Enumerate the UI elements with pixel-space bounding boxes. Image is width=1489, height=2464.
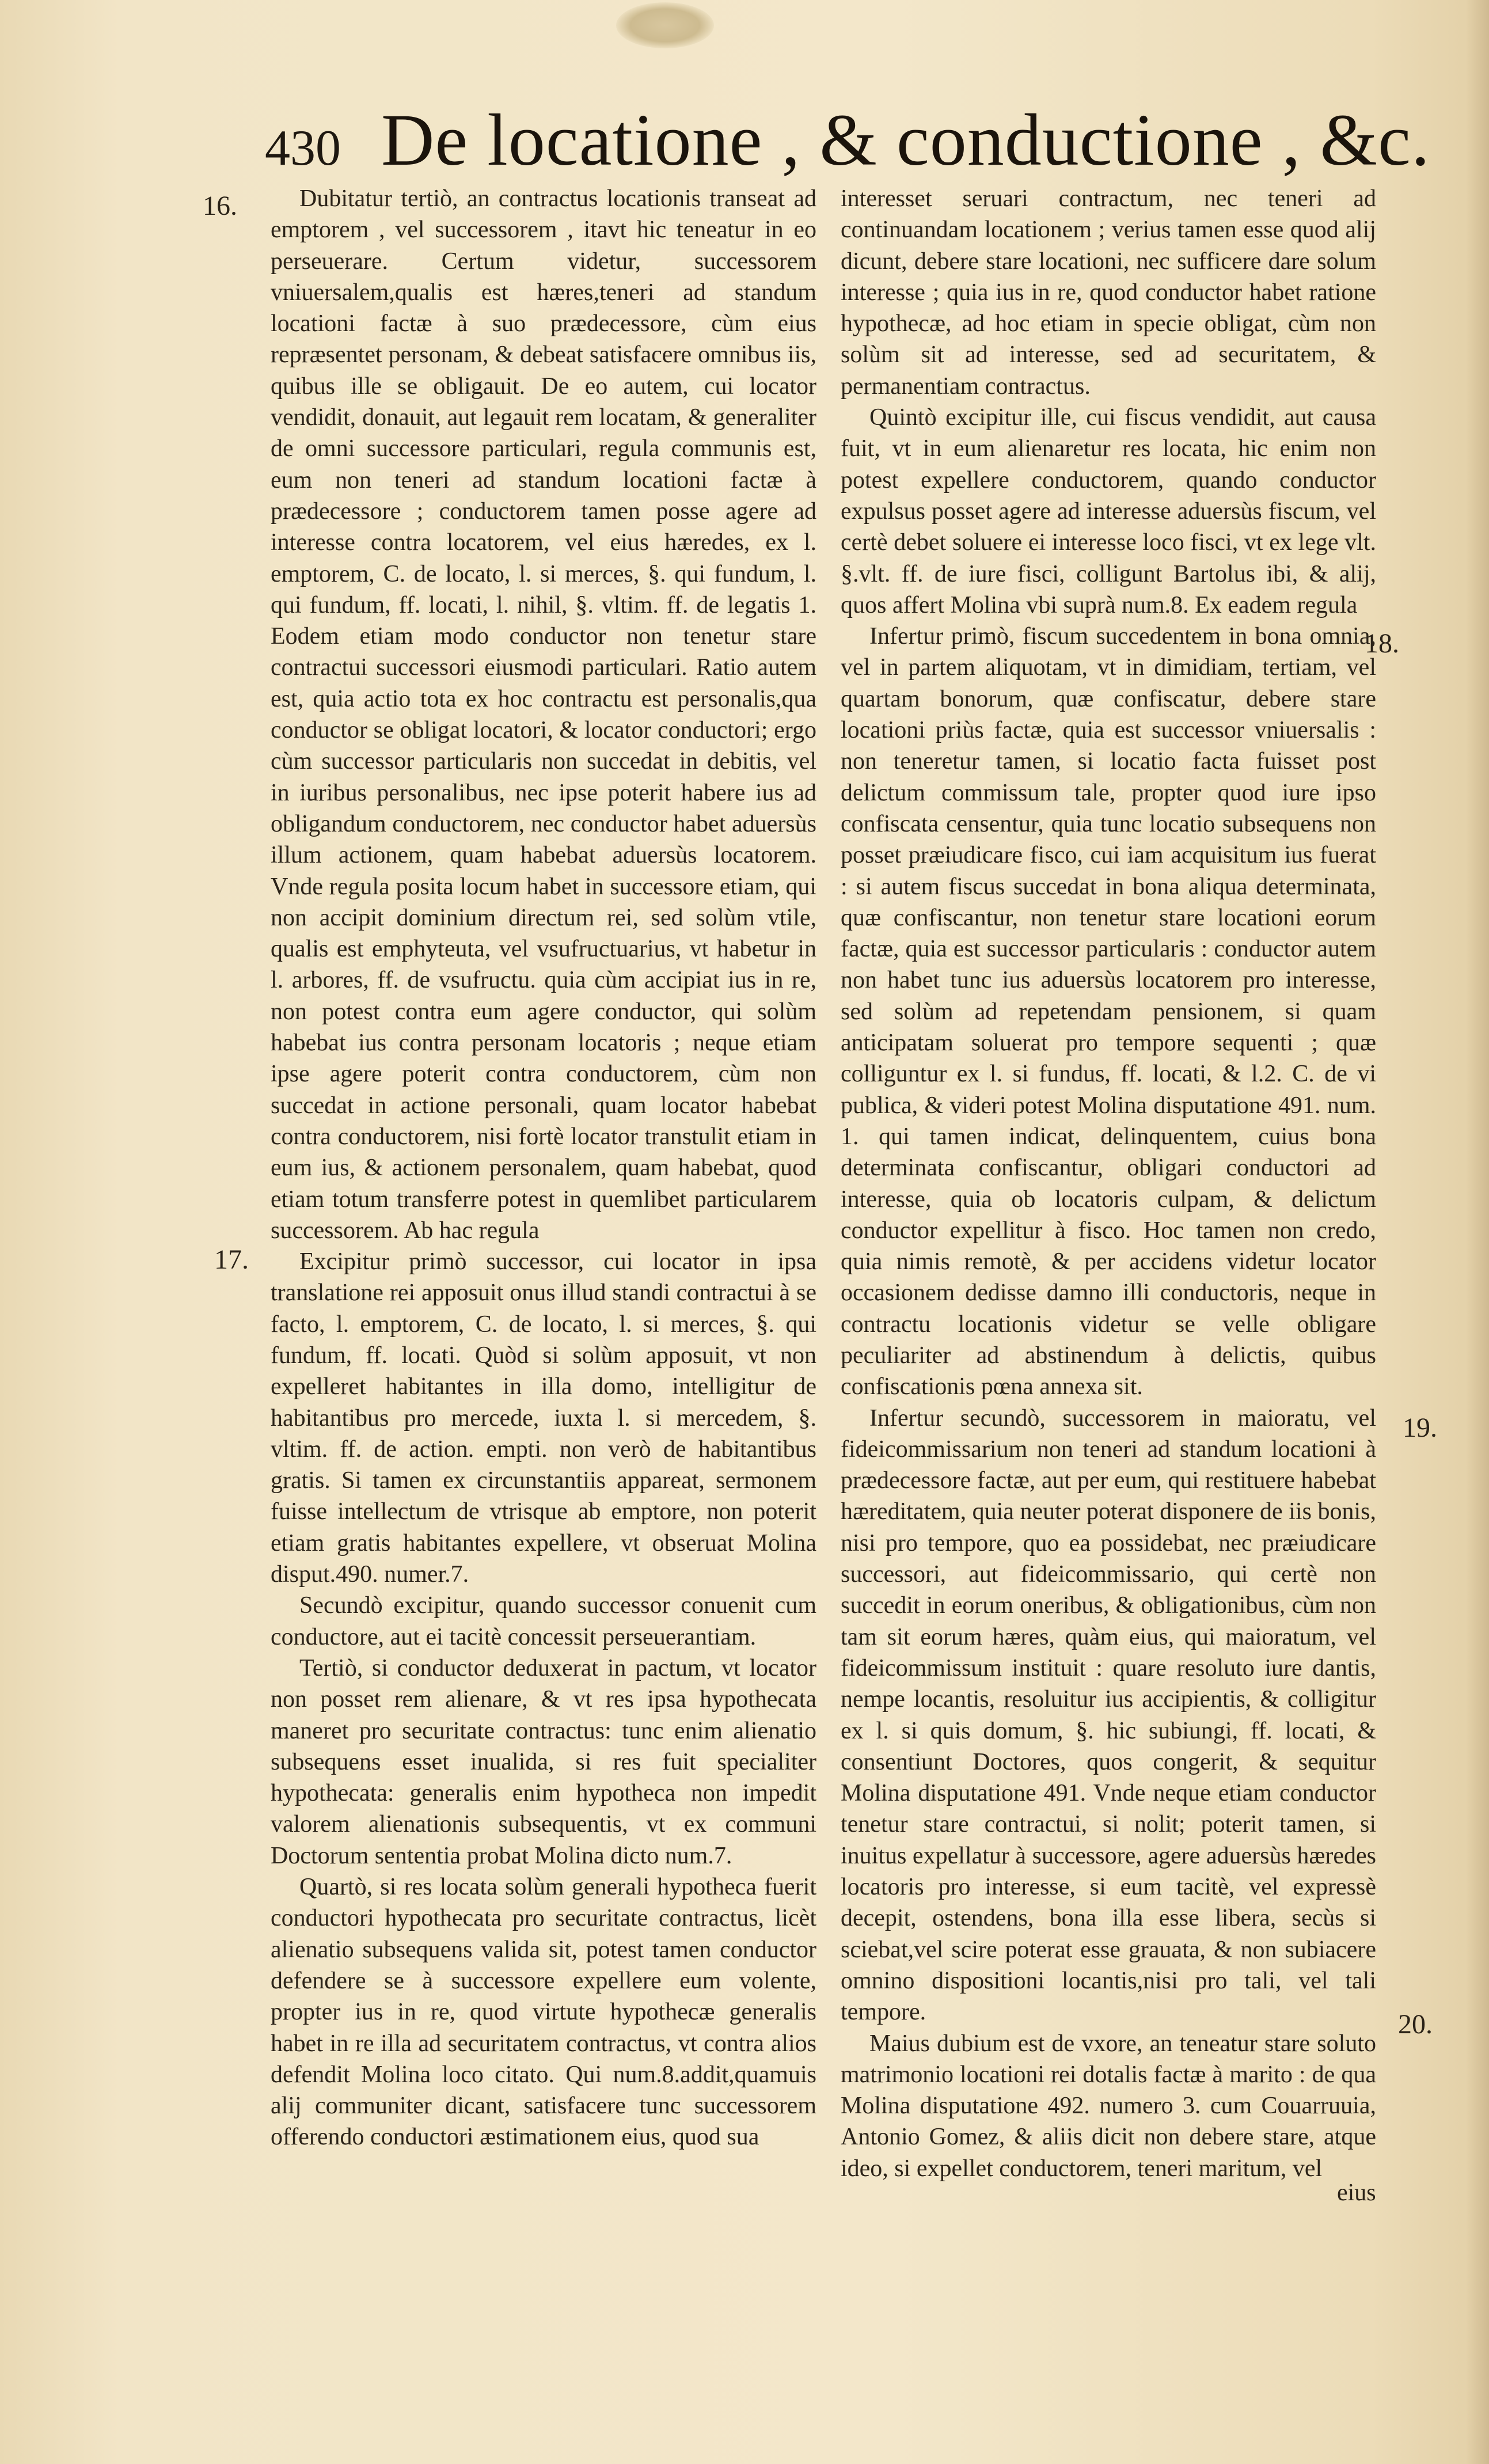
catchword: eius	[1337, 2180, 1376, 2206]
library-stamp	[616, 2, 714, 48]
margin-number-16: 16.	[203, 191, 237, 221]
paragraph: Excipitur primò successor, cui locator in ipsa translatione rei apposuit onus illud standi contractui à se facto, l. emptorem, C. de locato, l. si merces, §. qui fundum, ff. locati. Quòd si solùm apposuit, vt non expelleret habitantes in illa domo, intelligitur de habitantibus pro mercede, iuxta l. si mercedem, §. vltim. ff. de action. empti. non verò de habitantibus gratis. Si tamen ex circunstantiis appareat, sermonem fuisse intellectum de vtrisque ab emptore, non poterit etiam gratis habitantes expellere, vt obseruat Molina disput.490. numer.7.	[271, 1248, 816, 1588]
paragraph: Quartò, si res locata solùm generali hypotheca fuerit conductori hypothecata pro securitate contractus, licèt alienatio subsequens valida sit, potest tamen conductor defendere se à successore expellere eum volente, propter ius in re, quod virtute hypothecæ generalis habet in re illa ad securitatem contractus, vt contra alios defendit Molina loco citato. Qui num.8.addit,quamuis alij communiter dicant, satisfacere tunc successorem offerendo conductori æstimationem eius, quod sua	[271, 1874, 816, 2151]
paragraph: Dubitatur tertiò, an contractus locationis transeat ad emptorem , vel successorem , itavt hic teneatur in eo perseuerare. Certum videtur, successorem vniuersalem,qualis est hæres,teneri ad standum locationi factæ à suo prædecessore, cùm eius repræsentet personam, & debeat satisfacere omnibus iis, quibus ille se obligauit. De eo autem, cui locator vendidit, donauit, aut legauit rem locatam, & generaliter de omni successore particulari, regula communis est, eum non teneri ad standum locationi factæ à prædecessore ; conductorem tamen posse agere ad interesse contra locatorem, vel eius hæredes, ex l. emptorem, C. de locato, l. si merces, §. qui fundum, l. qui fundum, ff. locati, l. nihil, §. vltim. ff. de legatis 1. Eodem etiam modo conductor non tenetur stare contractui successori eiusmodi particulari. Ratio autem est, quia actio tota ex hoc contractu est personalis,qua conductor se obligat locatori, & locator conductori; ergo cùm successor particularis non succedat in debitis, vel in iuribus personalibus, nec ipse poterit habere ius ad obligandum conductorem, nec conductor habet aduersùs illum actionem, quam habebat aduersùs locatorem. Vnde regula posita locum habet in successore etiam, qui non accipit dominium directum rei, sed solùm vtile, qualis est emphyteuta, vel vsufructuarius, vt habetur in l. arbores, ff. de vsufructu. quia cùm accipiat ius in re, non potest contra eum agere conductor, qui solùm habebat ius contra personam locatoris ; neque etiam ipse agere poterit contra conductorem, cùm non succedat in actione personali, quam locator habebat contra conductorem, nisi fortè locator transtulit etiam in eum ius, & actionem personalem, quam habebat, quod etiam totum transferre potest in quemlibet particularem successorem. Ab hac regula	[271, 185, 816, 1244]
running-title: De locatione , & conductione , &c.	[381, 99, 1430, 181]
margin-number-18: 18.	[1365, 628, 1399, 659]
page-edge-shadow	[1466, 0, 1489, 2464]
page-number: 430	[265, 120, 341, 176]
margin-number-19: 19.	[1403, 1413, 1437, 1443]
paragraph: Quintò excipitur ille, cui fiscus vendidit, aut causa fuit, vt in eum alienaretur res locata, hic enim non potest expellere conductorem, quando conductor expulsus posset agere ad interesse aduersùs fiscum, vel certè debet soluere ei interesse loco fisci, vt ex lege vlt. §.vlt. ff. de iure fisci, colligunt Bartolus ibi, & alij, quos affert Molina vbi suprà num.8. Ex eadem regula	[841, 404, 1376, 618]
paragraph: Infertur primò, fiscum succedentem in bona omnia, vel in partem aliquotam, vt in dimidiam, tertiam, vel quartam bonorum, quæ confiscatur, debere stare locationi priùs factæ, quia est successor vniuersalis : non teneretur tamen, si locatio facta fuisset post delictum commissum tale, propter quod iure ipso confiscata censentur, quia tunc locatio subsequens non posset præiudicare fisco, cui iam acquisitum ius fuerat : si autem fiscus succedat in bona aliqua determinata, quæ confiscantur, non tenetur stare locationi eorum factæ, quia est successor particularis : conductor autem non habet tunc ius aduersùs locatorem pro interesse, sed solùm ad repetendam pensionem, si quam anticipatam soluerat pro tempore sequenti ; quæ colliguntur ex l. si fundus, ff. locati, & l.2. C. de vi publica, & videri potest Molina disputatione 491. num. 1. qui tamen indicat, delinquentem, cuius bona determinata confiscantur, obligari conductori ad interesse, quia ob locatoris culpam, & delictum conductor expellitur à fisco. Hoc tamen non credo, quia nimis remotè, & per accidens videtur locator occasionem dedisse damno illi conductoris, neque in contractu locationis videtur se velle obligare peculiariter ad abstinendum à delictis, quibus confiscationis pœna annexa sit.	[841, 623, 1376, 1400]
page-header	[265, 98, 1430, 184]
paragraph: interesset seruari contractum, nec teneri ad continuandam locationem ; verius tamen esse quod alij dicunt, debere stare locationi, nec sufficere dare solum interesse ; quia ius in re, quod conductor habet ratione hypothecæ, ad hoc etiam in specie obligat, cùm non solùm sit ad interesse, sed ad securitatem, & permanentiam contractus.	[841, 185, 1376, 400]
left-column	[271, 183, 816, 2153]
paragraph: Infertur secundò, successorem in maioratu, vel fideicommissarium non teneri ad standum locationi à prædecessore factæ, aut per eum, qui restituere habebat hæreditatem, quia neuter poterat disponere de iis bonis, nisi pro tempore, quo ea possidebat, nec præiudicare successori, aut fideicommissario, qui certè non succedit in eorum oneribus, & obligationibus, cùm non tam sit eorum hæres, quàm eius, qui maioratum, vel fideicommissum instituit : quare resoluto iure dantis, nempe locantis, resoluitur ius accipientis, & colligitur ex l. si quis domum, §. hic subiungi, ff. locati, & consentiunt Doctores, quos congerit, & sequitur Molina disputatione 491. Vnde neque etiam conductor tenetur stare contractui, si nolit; poterit tamen, si inuitus expellatur à successore, agere aduersùs hæredes locatoris pro interesse, si eum tacitè, vel expressè decepit, ostendens, bona illa esse libera, secùs si sciebat,vel scire poterat esse grauata, & non subiacere omnino dispositioni locantis,nisi pro tali, vel tali tempore.	[841, 1404, 1376, 2026]
margin-number-20: 20.	[1398, 2009, 1433, 2040]
right-column	[841, 183, 1376, 2184]
paragraph: Tertiò, si conductor deduxerat in pactum, vt locator non posset rem alienare, & vt res ipsa hypothecata maneret pro securitate contractus: tunc enim alienatio subsequens esset inualida, si res fuit specialiter hypothecata: generalis enim hypotheca non impedit valorem alienationis subsequentis, vt ex communi Doctorum sententia probat Molina dicto num.7.	[271, 1654, 816, 1869]
paragraph: Secundò excipitur, quando successor conuenit cum conductore, aut ei tacitè concessit perseuerantiam.	[271, 1592, 816, 1650]
paragraph: Maius dubium est de vxore, an teneatur stare soluto matrimonio locationi rei dotalis factæ à marito : de qua Molina disputatione 492. numero 3. cum Couarruuia, Antonio Gomez, & aliis dicit non debere stare, atque ideo, si expellet conductorem, teneri maritum, vel	[841, 2030, 1376, 2182]
margin-number-17: 17.	[214, 1244, 249, 1275]
